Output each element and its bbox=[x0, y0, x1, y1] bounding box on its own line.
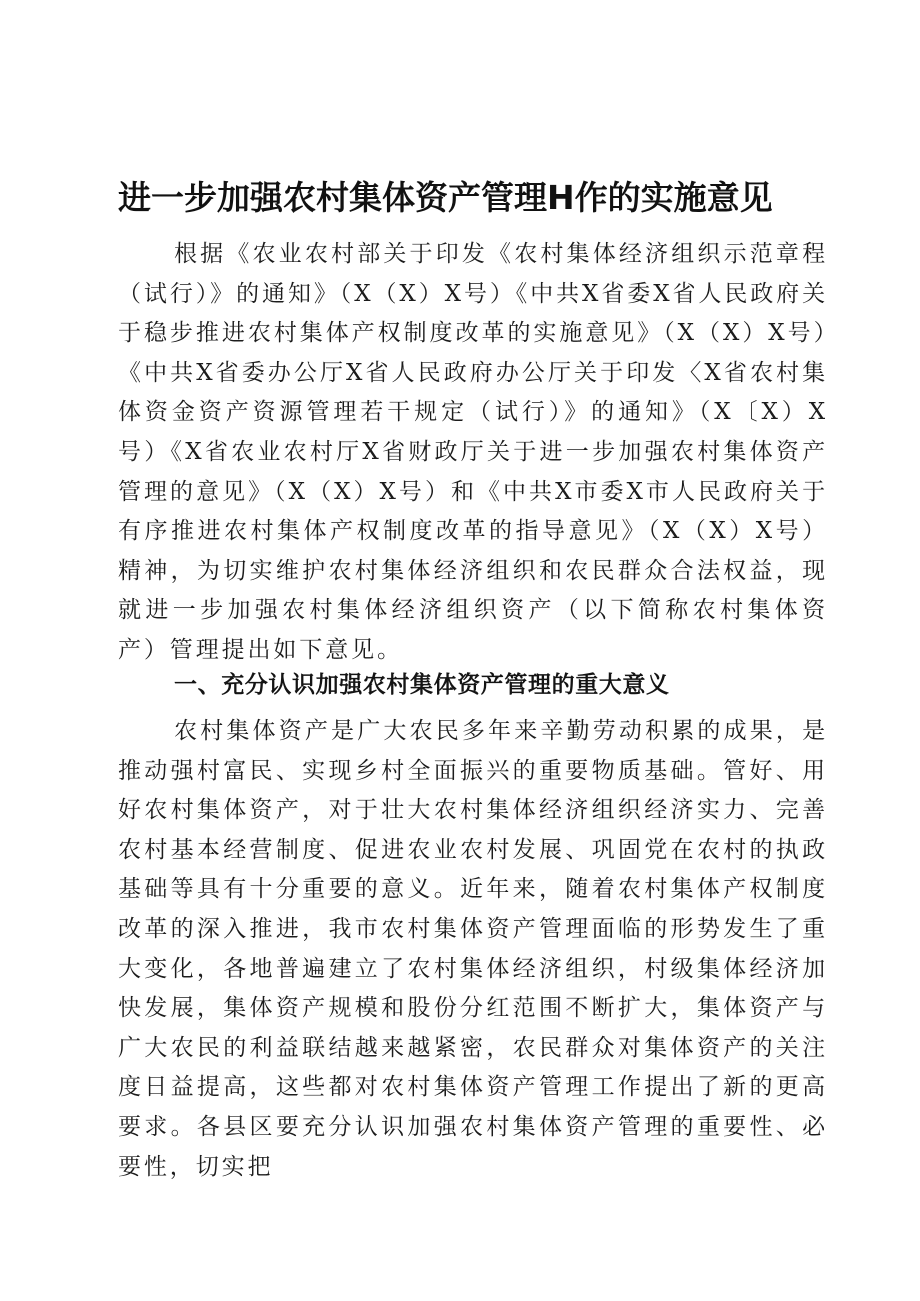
section-heading-1: 一、充分认识加强农村集体资产管理的重大意义 bbox=[174, 672, 670, 698]
intro-paragraph: 根据《农业农村部关于印发《农村集体经济组织示范章程（试行）》的通知》（X（X）X号）《中共X省委X省人民政府关于稳步推进农村集体产权制度改革的实施意见》（X（X）X号）《中共X省委办公厅X省人民政府办公厅关于印发〈X省农村集体资金资产资源管理若干规定（试行）》的通知》（X〔X）X号）《X省农业农村厅X省财政厅关于进一步加强农村集体资产管理的意见》（X（X）X号）和《中共X市委X市人民政府关于有序推进农村集体产权制度改革的指导意见》（X（X）X号）精神，为切实维护农村集体经济组织和农民群众合法权益，现就进一步加强农村集体经济组织资产（以下简称农村集体资产）管理提出如下意见。 bbox=[118, 241, 828, 663]
section-1-paragraph: 农村集体资产是广大农民多年来辛勤劳动积累的成果，是推动强村富民、实现乡村全面振兴的重要物质基础。管好、用好农村集体资产，对于壮大农村集体经济组织经济实力、完善农村基本经营制度、促进农业农村发展、巩固党在农村的执政基础等具有十分重要的意义。近年来，随着农村集体产权制度改革的深入推进，我市农村集体资产管理面临的形势发生了重大变化，各地普遍建立了农村集体经济组织，村级集体经济加快发展，集体资产规模和股份分红范围不断扩大，集体资产与广大农民的利益联结越来越紧密，农民群众对集体资产的关注度日益提高，这些都对农村集体资产管理工作提出了新的更高要求。各县区要充分认识加强农村集体资产管理的重要性、必要性，切实把 bbox=[118, 718, 828, 1180]
document-title: 进一步加强农村集体资产管理H作的实施意见 bbox=[118, 178, 773, 217]
